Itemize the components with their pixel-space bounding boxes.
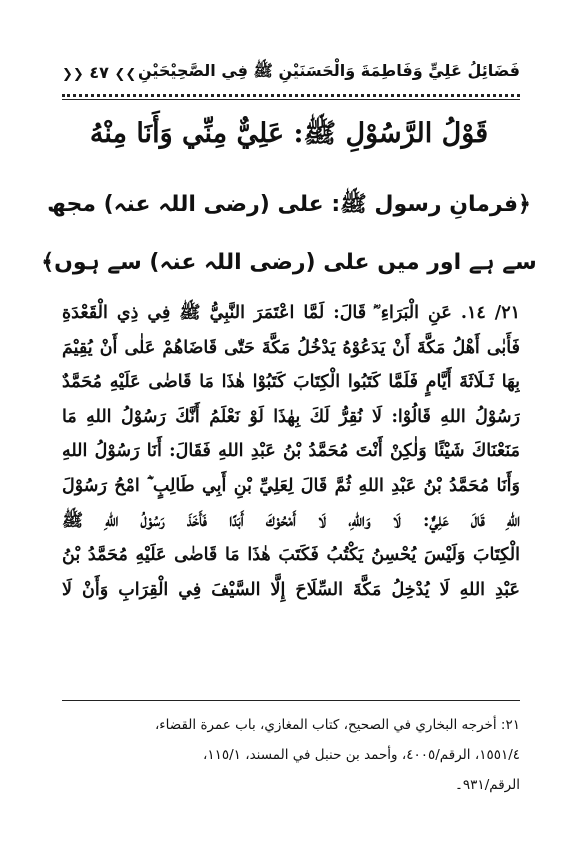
hadith-line: فَأَبٰى أَهْلُ مَكَّةَ أَنْ يَدَعُوْهُ يَدْخُلُ مَكَّةَ حَتّٰى قَاضَاهُمْ عَلٰى أَنْ يُقِيْمَ xyxy=(62,337,520,358)
hadith-line: عَبْدِ اللهِ لَا يُدْخِلُ مَكَّةَ السِّلَاحَ إِلَّا السَّيْفَ فِي الْقِرَابِ وَأَنْ لَا xyxy=(62,579,520,600)
page-number xyxy=(62,63,136,82)
hadith-line: الْكِتَابَ وَلَيْسَ يُحْسِنُ يَكْتُبُ فَكَتَبَ هٰذَا مَا قَاضٰى عَلَيْهِ مُحَمَّدُ بْنُ xyxy=(62,545,520,566)
hadith-line: وَأَنَا مُحَمَّدُ بْنُ عَبْدِ اللهِ ثُمَّ قَالَ لِعَلِيِّ بْنِ أَبِي طَالِبٍ ؓ امْحُ رَسُوْلَ xyxy=(62,475,520,496)
page-number-value: ٤٧ xyxy=(89,62,109,82)
header-title: فَضَائِلُ عَلِيٍّ وَفَاطِمَةَ وَالْحَسَنَيْنِ ﷺ فِي الصَّحِيْحَيْنِ xyxy=(137,60,520,80)
page-number-ornament-close: ❮❮ xyxy=(62,66,84,82)
hadith-line: ٢١/ ١٤. عَنِ الْبَرَاءِ ؓ قَالَ: لَمَّا اعْتَمَرَ النَّبِيُّ ﷺ فِي ذِي الْقَعْدَةِ xyxy=(62,303,520,323)
footnote-line: ١٥٥١/٤، الرقم/٤٠٠٥، وأحمد بن حنبل في المسند، ١١٥/١، xyxy=(203,747,520,763)
hadith-line: اللهِ قَالَ عَلِيٌّ: لَا وَاللهِ، لَا أَمْحُوْكَ أَبَدًا فَأَخَذَ رَسُوْلُ اللهِ ﷺ xyxy=(62,510,520,531)
footnote-line: الرقم/٩٣١۔ xyxy=(455,777,520,793)
running-header xyxy=(62,52,520,92)
hadith-text xyxy=(62,296,520,607)
footnote-line: ٢١: أخرجه البخاري في الصحيح، كتاب المغازي، باب عمرة القضاء، xyxy=(154,717,520,733)
hadith-line: رَسُوْلُ اللهِ قَالُوْا: لَا نُقِرُّ لَكَ بِهٰذَا لَوْ نَعْلَمُ أَنَّكَ رَسُوْلُ اللهِ مَا xyxy=(62,406,520,427)
hadith-line: بِهَا ثَـلَاثَةَ أَيَّامٍ فَلَمَّا كَتَبُوا الْكِتَابَ كَتَبُوْا هٰذَا مَا قَاضٰى عَلَيْهِ مُحَمَّدٌ xyxy=(62,372,520,393)
hadith-line: مَنَعْنَاكَ شَيْئًا وَلٰكِنْ أَنْتَ مُحَمَّدُ بْنُ عَبْدِ اللهِ فَقَالَ: أَنَا رَسُوْلُ اللهِ xyxy=(62,441,520,462)
chapter-heading-urdu: ﴿فرمانِ رسول ﷺ: علی (رضی اللہ عنہ) مجھ سے ہے اور میں علی (رضی اللہ عنہ) سے ہوں﴾ xyxy=(41,192,537,275)
page-number-ornament-open: ❯❯ xyxy=(114,66,137,82)
footnote xyxy=(62,710,520,800)
header-dotted-rule xyxy=(62,94,520,97)
header-solid-rule xyxy=(62,99,520,100)
footnote-divider xyxy=(62,700,520,701)
chapter-heading-arabic: قَوْلُ الرَّسُوْلِ ﷺ: عَلِيٌّ مِنِّي وَأَنَا مِنْهُ xyxy=(89,118,489,149)
